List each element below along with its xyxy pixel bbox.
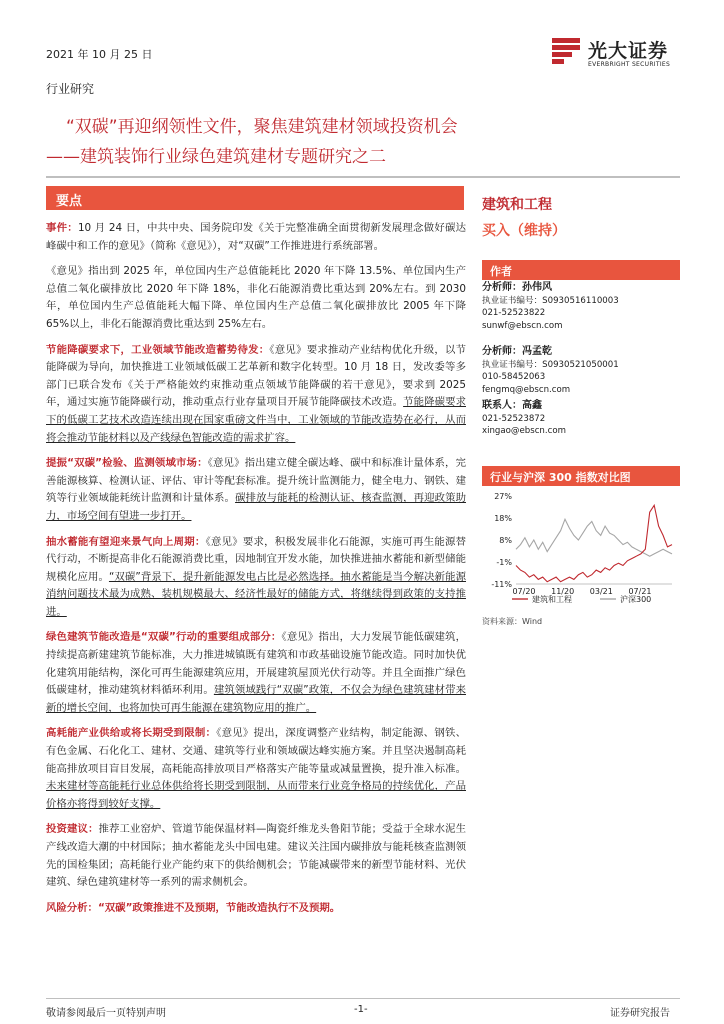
x-tick-label: 11/20: [551, 587, 575, 596]
paragraph-lead: 高耗能产业供给或将长期受到限制：: [46, 727, 217, 740]
x-tick-label: 03/21: [589, 587, 613, 596]
analyst-card: [482, 280, 619, 332]
paragraph-body: 推荐工业窑炉、管道节能保温材料—陶瓷纤维龙头鲁阳节能；受益于全球水泥生产线改造大潮的中材国际；抽水蓄能龙头中国电建。建议关注国内碳排放与能耗核查监测领先的国检集团；高耗能行业产能约束下的供给侧机会；节能减碳带来的新型节能材料、光伏建筑、绿色建筑建材等一系列的需求侧机会。: [46, 823, 466, 889]
y-tick-label: 27%: [494, 492, 512, 501]
analyst-phone: 010-58452063: [482, 372, 546, 383]
chart-header-label: 行业与沪深 300 指数对比图: [490, 471, 631, 484]
paragraph-monitoring: [46, 455, 466, 525]
analyst-phone: 021-52523822: [482, 308, 546, 319]
rating-label: 买入（维持）: [482, 223, 566, 239]
brand-logo: [548, 34, 688, 74]
analyst-license: 执业证书编号：S0930516110003: [482, 296, 619, 306]
paragraph-lead: 节能降碳要求下，工业领域节能改造蓄势待发：: [46, 343, 270, 356]
report-category: 行业研究: [46, 82, 95, 96]
paragraph-targets: [46, 263, 466, 333]
paragraph-lead: 风险分析：: [46, 901, 98, 914]
y-tick-label: 8%: [499, 536, 512, 545]
paragraph-emphasis: 节能降碳要求下的低碳工艺技术改造连续出现在国家重磅文件当中，工业领域的节能改造势在必行，从而将会推动节能材料以及产线绿色智能改造的需求扩容。: [46, 396, 466, 444]
paragraph-body: 10 月 24 日，中共中央、国务院印发《关于完整准确全面贯彻新发展理念做好碳达峰碳中和工作的意见》（简称《意见》），对“双碳”工作推进进行系统部署。: [46, 222, 466, 252]
paragraph-green-building: [46, 629, 466, 717]
paragraph-lead: 投资建议：: [46, 823, 99, 836]
contact-card: [482, 398, 566, 438]
analyst-card: [482, 344, 619, 396]
paragraph-supply-limit: [46, 725, 466, 813]
brand-name-en: EVERBRIGHT SECURITIES: [588, 61, 671, 68]
paragraph-emphasis: 碳排放与能耗的检测认证、核查监测，再迎政策助力，市场空间有望进一步打开。: [46, 492, 467, 522]
paragraph-emphasis: 建筑领域践行“双碳”政策，不仅会为绿色建筑建材带来新的增长空间，也将加快可再生能源在建筑物应用的推广。: [46, 684, 467, 714]
key-points-label: 要点: [56, 194, 83, 209]
brand-name-cn: 光大证券: [588, 40, 669, 62]
y-tick-label: -11%: [491, 580, 512, 589]
paragraph-lead: 绿色建筑节能改造是“双碳”行动的重要组成部分：: [46, 631, 282, 644]
footer-disclaimer: 敬请参阅最后一页特别声明: [46, 1008, 166, 1019]
chart-header: [482, 466, 680, 486]
analyst-name: 分析师：冯孟乾: [482, 346, 552, 357]
analyst-license: 执业证书编号：S0930521050001: [482, 360, 619, 370]
author-header-label: 作者: [490, 265, 512, 278]
y-tick-label: 18%: [494, 514, 512, 523]
paragraph-lead: 提振“双碳”检验、监测领域市场：: [46, 457, 208, 470]
sector-name: 建筑和工程: [482, 197, 552, 213]
analyst-name: 分析师：孙伟风: [482, 282, 552, 293]
contact-email: xingao@ebscn.com: [482, 426, 566, 437]
paragraph-risk-text: “双碳”政策推进不及预期，节能改造执行不及预期。: [97, 901, 341, 914]
paragraph-body: 《意见》提出，深度调整产业结构，制定能源、钢铁、有色金属、石化化工、建材、交通、建筑等行业和领域碳达峰实施方案。并且坚决遏制高耗能高排放项目盲目发展，高耗能高排放项目严格落实产能等量或减量置换，提升准入标准。: [46, 727, 466, 775]
index-comparison-chart: [482, 488, 680, 610]
paragraph-body: 《意见》指出，大力发展节能低碳建筑，持续提高新建建筑节能标准，大力推进城镇既有建筑和市政基础设施节能改造。同时加快优化建筑用能结构，深化可再生能源建筑应用，开展建筑屋顶光伏行动等。并且全面推广绿色低碳建材，推动建筑材料循环利用。: [46, 631, 466, 697]
x-tick-label: 07/21: [628, 587, 652, 596]
y-tick-label: -1%: [496, 558, 512, 567]
everbright-logo-icon: [548, 34, 584, 70]
paragraph-event: [46, 220, 466, 255]
paragraph-body: 《意见》要求推动产业结构优化升级，以节能降碳为导向，加快推进工业领域低碳工艺革新和数字化转型。10 月 18 日，发改委等多部门已联合发布《关于严格能效约束推动重点领域节能降碳的若干意见》，要求到 2025 年，通过实施节能降碳行动，推动重点行业存量项目开展节能降碳技术改造。: [46, 343, 466, 409]
paragraph-lead: 抽水蓄能有望迎来景气向上周期：: [46, 535, 206, 548]
series-line: [516, 505, 672, 581]
paragraph-pumped-storage: [46, 534, 466, 622]
paragraph-body: 《意见》指出到 2025 年，单位国内生产总值能耗比 2020 年下降 13.5%、单位国内生产总值二氧化碳排放比 2020 年下降 18%，非化石能源消费比重达到 20%左右。到 2030 年，单位国内生产总值能耗大幅下降、单位国内生产总值二氧化碳排放比 2005 年下降 65%以上，非化石能源消费比重达到 25%左右。: [46, 265, 466, 330]
legend-label: 沪深300: [620, 595, 652, 604]
paragraph-lead: 事件：: [46, 222, 78, 234]
paragraph-industrial: [46, 342, 466, 448]
report-subtitle: ——建筑装饰行业绿色建筑建材专题研究之二: [46, 147, 386, 167]
chart-source: 资料来源：Wind: [482, 617, 543, 626]
x-tick-label: 07/20: [512, 587, 536, 596]
main-body: [46, 220, 466, 925]
paragraph-investment: [46, 821, 466, 891]
paragraph-risk: [46, 900, 466, 918]
report-title: “双碳”再迎纲领性文件，聚焦建筑建材领域投资机会: [66, 117, 458, 137]
paragraph-body: 《意见》指出建立健全碳达峰、碳中和标准计量体系，完善能源核算、检测认证、评估、审计等配套标准。提升统计监测能力，健全电力、钢铁、建筑等行业领域能耗统计监测和计量体系。: [46, 457, 466, 505]
contact-phone: 021-52523872: [482, 414, 546, 424]
footer-divider: [46, 998, 680, 999]
analyst-email: sunwf@ebscn.com: [482, 320, 563, 331]
key-points-header: [46, 186, 464, 210]
title-divider: [46, 176, 680, 178]
paragraph-emphasis: “双碳”背景下，提升新能源发电占比是必然选择。抽水蓄能是当今解决新能源消纳问题技术最为成熟、装机规模最大、经济性最好的储能方式，将继续得到政策的支持推进。: [46, 570, 467, 618]
footer-report-type: 证券研究报告: [610, 1008, 670, 1019]
paragraph-body: 《意见》要求，积极发展非化石能源，实施可再生能源替代行动，不断提高非化石能源消费比重，因地制宜开发水能，加快推进抽水蓄能和新型储能规模化应用。: [46, 535, 466, 583]
legend-label: 建筑和工程: [532, 595, 572, 604]
author-header: [482, 260, 680, 280]
paragraph-emphasis: 未来建材等高能耗行业总体供给将长期受到限制，从而带来行业竞争格局的持续优化，产品价格亦将得到较好支撑。: [46, 780, 466, 810]
analyst-email: fengmq@ebscn.com: [482, 384, 571, 395]
contact-name: 联系人：高鑫: [482, 400, 542, 411]
report-date: 2021 年 10 月 25 日: [46, 48, 153, 61]
page-number: -1-: [354, 1004, 368, 1015]
